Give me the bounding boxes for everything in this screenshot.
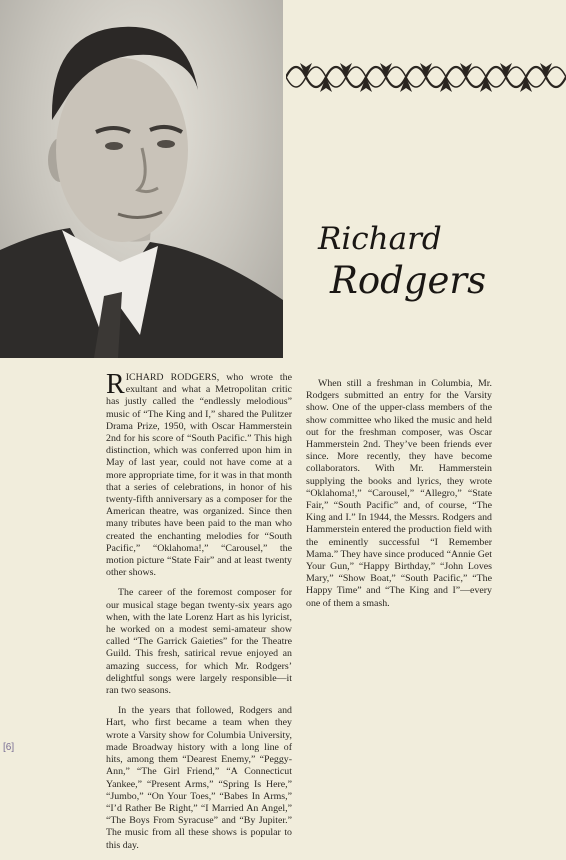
page-mark: [6]	[3, 742, 15, 753]
signature-last-name: Rodgers	[330, 259, 487, 302]
paragraph-2: The career of the foremost composer for our musical stage began twenty-six years ago when, with the late Lorenz Hart as his lyricist, he worked on a modest semi-amateur show called “The Garrick Gaieties” for the Theatre Guild. This fresh, satirical revue enjoyed an amazing success, for which Mr. Rodgers’ delightful songs were largely responsible—it ran two seasons.	[106, 587, 292, 697]
article-column-left	[106, 369, 292, 860]
lead-name: ICHARD RODGERS	[125, 372, 217, 383]
signature-first-name: Richard	[318, 221, 442, 257]
portrait-photo	[0, 0, 283, 358]
paragraph-1	[106, 369, 292, 579]
scroll-ornament-icon	[286, 55, 566, 100]
paragraph-4: When still a freshman in Columbia, Mr. Rodgers submitted an entry for the Varsity show. One of the upper-class members of the show committee who liked the music and held out for the freshman composer, was Oscar Hammerstein 2nd. They’ve been friends ever since. More recently, they have become collaborators. With Mr. Hammerstein supplying the books and lyrics, they wrote “Oklahoma!,” “Carousel,” “Allegro,” “State Fair,” “South Pacific” and, of course, “The King and I.” In 1944, the Messrs. Rodgers and Hammerstein entered the production field with the eminently successful “I Remember Mama.” They have since produced “Annie Get Your Gun,” “Happy Birthday,” “John Loves Mary,” “Show Boat,” “South Pacific,” “The Happy Time” and “The King and I”—every one of them a smash.	[306, 378, 492, 609]
paragraph-3: In the years that followed, Rodgers and Hart, who first became a team when they wrote a Varsity show for Columbia University, made Broadway history with a long line of hits, among them “Dearest Enemy,” “Peggy-Ann,” “The Girl Friend,” “A Connecticut Yankee,” “Present Arms,” “Spring Is Here,” “Jumbo,” “On Your Toes,” “Babes In Arms,” “I’d Rather Be Right,” “I Married An Angel,” “The Boys From Syracuse” and “By Jupiter.” The music from all these shows is popular to this day.	[106, 705, 292, 851]
article-column-right	[306, 378, 492, 618]
paragraph-1-text: , who wrote the exultant and what a Metropolitan critic has justly called the “endlessly melodious” music of “The King and I,” shared the Pulitzer Drama Prize, 1950, with Oscar Hammerstein 2nd for his score of “South Pacific.” This high distinction, which was conferred upon him in May of last year, could not have come at a more appropriate time, for it was in that month that a series of celebrations, in honor of his twenty-fifth anniversary as a composer for the American theatre, was organized. Since then many tributes have been paid to the man who created the enchanting melodies for “South Pacific,” “Oklahoma!,” “Carousel,” the motion picture “State Fair” and at least twenty other shows.	[106, 372, 292, 579]
drop-cap: R	[106, 369, 125, 400]
portrait-photo-icon	[0, 0, 283, 358]
